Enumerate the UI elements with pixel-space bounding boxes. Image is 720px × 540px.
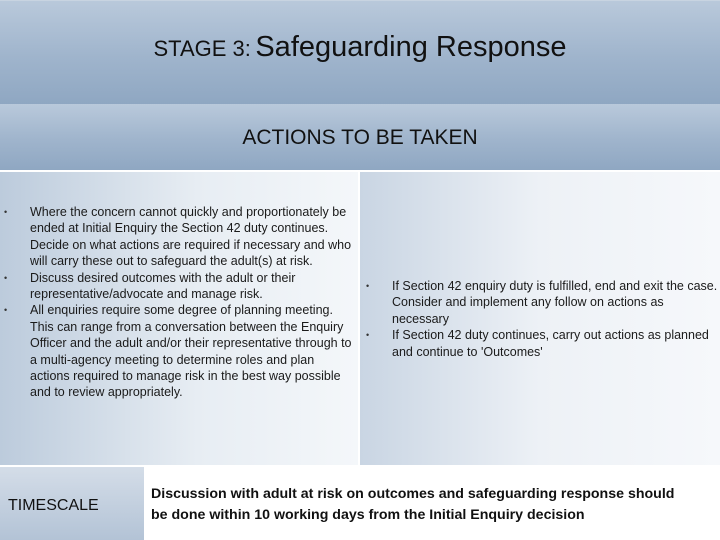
header-band bbox=[0, 0, 720, 106]
bullet-icon: • bbox=[4, 305, 8, 316]
list-item bbox=[0, 204, 356, 270]
list-item-text: Where the concern cannot quickly and proportionately be ended at Initial Enquiry the Section 42 duty continues. Decide on what actions are required if necessary and who will carry these out to safeguard the adult(s) at risk. bbox=[30, 205, 352, 269]
right-actions-list bbox=[362, 278, 718, 360]
list-item bbox=[0, 270, 356, 303]
bullet-icon: • bbox=[366, 281, 370, 291]
left-actions-list bbox=[0, 204, 356, 401]
list-item-text: If Section 42 enquiry duty is fulfilled, end and exit the case. Consider and implement any follow on actions as necessary bbox=[392, 279, 718, 326]
bullet-icon: • bbox=[4, 272, 8, 283]
bullet-icon: • bbox=[366, 330, 370, 341]
list-item-text: If Section 42 duty continues, carry out actions as planned and continue to 'Outcomes' bbox=[392, 328, 709, 359]
timescale-description bbox=[151, 484, 720, 526]
actions-band bbox=[0, 104, 720, 172]
list-item-text: Discuss desired outcomes with the adult or their representative/advocate and manage risk. bbox=[30, 270, 296, 302]
actions-heading: ACTIONS TO BE TAKEN bbox=[242, 126, 478, 149]
timescale-box bbox=[0, 467, 144, 540]
stage-title: Safeguarding Response bbox=[255, 31, 567, 63]
timescale-line-1: Discussion with adult at risk on outcomes and safeguarding response should bbox=[151, 486, 675, 502]
timescale-line-2: be done within 10 working days from the Initial Enquiry decision bbox=[151, 507, 585, 523]
timescale-label: TIMESCALE bbox=[8, 497, 99, 514]
right-actions-panel bbox=[360, 172, 720, 465]
list-item-text: All enquiries require some degree of planning meeting. This can range from a conversation between the Enquiry Officer and the adult and/or their representative through to a multi-agency meeting to determine roles and plan actions required to manage risk in the best way possible and to review appropriately. bbox=[30, 303, 352, 400]
stage-label: STAGE 3: bbox=[153, 36, 251, 61]
bullet-icon: • bbox=[4, 207, 8, 217]
list-item bbox=[362, 278, 718, 327]
list-item bbox=[362, 327, 718, 360]
list-item bbox=[0, 302, 356, 400]
page-title bbox=[0, 31, 720, 64]
left-actions-panel bbox=[0, 172, 358, 465]
